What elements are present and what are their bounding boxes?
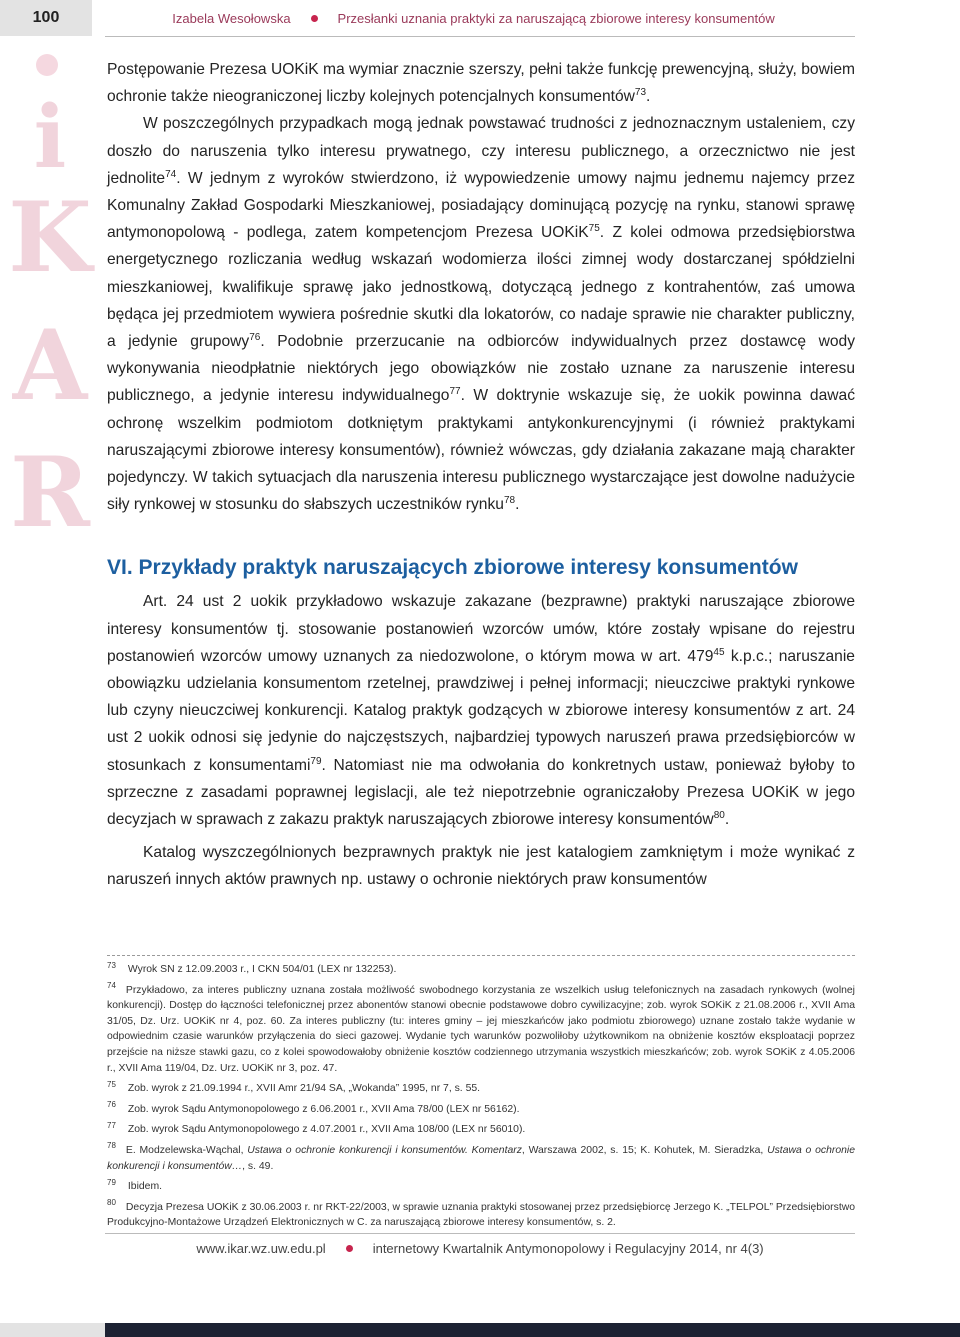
footnote-75: $^{75}$ Zob. wyrok z 21.09.1994 r., XVII Amr 21/94 SA, „Wokanda” 1995, nr 7, s. 55. (107, 1079, 481, 1095)
footnote-ref: 77 (449, 386, 461, 398)
footnote-78: $^{78}$ E. Modzelewska-Wąchal, Ustawa o ochronie konkurencji i konsumentów. Komentarz, Warszawa 2002, s. 15; K. Kohutek, M. Sieradzka, Ustawa o ochronie konkurencji i konsumentów…, s. 49. (107, 1141, 855, 1172)
footnote-80: $^{80}$ Decyzja Prezesa UOKiK z 30.06.2003 r. nr RKT-22/2003, w sprawie uznania praktyki stosowanej przez przedsiębiorcę Jerzego K. „TELPOL” Przedsiębiorstwo Produkcyjno-Montażowe Urządzeń Elektronicznych w C. za naruszającą zbiorowe interesy konsumentów, s. 2. (107, 1198, 855, 1229)
header-title: Przesłanki uznania praktyki za naruszającą zbiorowe interesy konsumentów (337, 10, 775, 26)
bottom-bar-left (0, 1323, 105, 1337)
running-header (92, 0, 855, 36)
bottom-bar (0, 1323, 960, 1337)
section-paragraph-2: Katalog wyszczególnionych bezprawnych praktyk nie jest katalogiem zamkniętym i może wynikać z naruszeń innych aktów prawnych np. ustawy o ochronie niektórych praw konsumentów (107, 844, 855, 889)
footnote-ref: 75 (588, 223, 600, 235)
bottom-bar-right (105, 1323, 960, 1337)
footnote-79: $^{79}$ Ibidem. (107, 1177, 162, 1193)
footnote-74: $^{74}$ Przykładowo, za interes publiczny uznana została możliwość swobodnego korzystania ze wszelkich usług telefonicznych na zasadach rynkowych (wolnej konkurencji). Dostęp do łączności telefonicznej przez abonentów stanowi obecnie podstawowe dobro cywilizacyjne; zob. wyrok SOKiK z 21.08.2006 r., XVII Ama 31/05, Dz. Urz. UOKiK nr 4, poz. 60. Za interes publiczny (tu: interes gminy – jej mieszkańców jako podmiotu zbiorowego) uznane zostało także wydanie w odpowiednim czasie warunków przyłączenia do sieci gazowej. Wydanie tych warunków pozwoliłoby użytkownikom na obniżenie kosztów eksploatacji poprzez przejście na niższe stawki gazu, co z kolei spowodowałoby obniżenie kosztów codziennego utrzymania wszystkich mieszkańców; zob. wyrok SOKiK z 4.05.2006 r., XVII Ama 119/04, Dz. Urz. UOKiK nr 3, poz. 47. (107, 981, 855, 1074)
footer-journal: internetowy Kwartalnik Antymonopolowy i Regulacyjny 2014, nr 4(3) (372, 1240, 764, 1256)
section-paragraph-1: Art. 24 ust 2 uokik przykładowo wskazuje zakazane (bezprawne) praktyki naruszające zbiorowe interesy konsumentów tj. stosowanie postanowień wzorców umów, które zostały wpisane do rejestru postanowień wzorców umowy uznanych za niedozwolone, o którym mowa w art. $479^{45}$ k.p.c.; naruszanie obowiązku udzielania konsumentom rzetelnej, prawdziwej i pełnej informacji; nieuczciwe praktyki rynkowe lub czyny nieuczciwej konkurencji. Katalog praktyk godzących w zbiorowe interesy konsumentów z art. 24 ust 2 uokik odnosi się jedynie do najczęstszych, najbardziej typowych naruszeń prawa przedsiębiorców w stosunkach z konsumentami$^{79}$. Natomiast nie ma odwołania do konkretnych ustaw, ponieważ byłoby to sprzeczne z zasadami poprawnej legislacji, ale też niepotrzebnie ograniczałoby Prezesa UOKiK w jego decyzjach w sprawach z zakazu praktyk naruszających zbiorowe interesy konsumentów$^{80}$. (107, 593, 855, 829)
footer-dot-icon (346, 1245, 353, 1252)
footnote-ref: 73 (634, 87, 647, 99)
footnote-ref: 78 (503, 495, 516, 507)
footer-divider (105, 1233, 855, 1234)
footnote-ref: 80 (713, 809, 725, 821)
side-letter-k: K (8, 181, 92, 294)
header-author: Izabela Wesołowska (172, 10, 291, 26)
footnote-ref: 74 (165, 168, 177, 180)
footnote-divider (107, 955, 855, 956)
header-dot-icon (311, 15, 318, 22)
page-number-text: 100 (32, 9, 60, 26)
footnotes (107, 962, 855, 1236)
paragraph-1: Postępowanie Prezesa UOKiK ma wymiar znacznie szerszy, pełni także funkcję prewencyjną, służy, bowiem ochronie także nieograniczonej liczby kolejnych potencjalnych konsumentów$^{73}$. (107, 61, 855, 106)
side-letter-r: R (10, 436, 90, 549)
side-letter-a: A (12, 309, 88, 422)
side-letter-i: i (33, 87, 67, 188)
page-number (0, 0, 92, 36)
footer-url[interactable]: www.ikar.wz.uw.edu.pl (196, 1240, 326, 1256)
footnote-76: $^{76}$ Zob. wyrok Sądu Antymonopolowego z 6.06.2001 r., XVII Ama 78/00 (LEX nr 56162). (107, 1100, 520, 1115)
footnote-77: $^{77}$ Zob. wyrok Sądu Antymonopolowego z 4.07.2001 r., XVII Ama 108/00 (LEX nr 56010). (107, 1120, 526, 1136)
footnote-73: $^{73}$ Wyrok SN z 12.09.2003 r., I CKN 504/01 (LEX nr 132253). (107, 960, 397, 975)
decor-dot-icon (36, 54, 58, 76)
paragraph-2: W poszczególnych przypadkach mogą jednak powstawać trudności z jednoznacznym ustaleniem, czy doszło do naruszenia tylko interesu prywatnego, czy interesu publicznego, a orzecznictwo nie jest jednolite$^{74}$. W jednym z wyroków stwierdzono, iż wypowiedzenie umowy najmu jednemu najemcy przez Komunalny Zakład Gospodarki Mieszkaniowej, posiadający dominującą pozycję na rynku, stanowi sprawę antymonopolową - podlega, zatem kompetencjom Prezesa UOKiK$^{75}$. Z kolei odmowa przedsiębiorstwa energetycznego rozliczania według wskazań wodomierza ilości zimnej wody dostarczanej spółdzielni mieszkaniowej, kwalifikuje sprawę jako jednostkową, dotyczącą jednego z kontrahentów, zaś umowa będąca jej przedmiotem wywiera pośrednie skutki dla lokatorów, co nadaje sprawie nie charakter publiczny, a jedynie grupowy$^{76}$. Podobnie przerzucanie na odbiorców indywidualnych przez dostawcę wody wykonywania nieodpłatnie niektórych jego obowiązków nie zostało uznane za naruszenie interesu publicznego, a jedynie interesu indywidualnego$^{77}$. W doktrynie wskazuje się, że uokik powinna dawać ochronę wszelkim podmiotom dotkniętym praktykami antykonkurencyjnymi (i również praktykami naruszającymi zbiorowe interesy konsumentów), również wówczas, gdy działania zakazane mają charakter pojedynczy. W takich sytuacjach dla naruszenia interesu publicznego wystarczające jest dowolne nadużycie siły rynkowej w stosunku do słabszych uczestników rynku$^{78}$. (107, 115, 856, 514)
header-divider (105, 36, 855, 37)
article-body (107, 56, 855, 894)
side-decoration (0, 40, 100, 560)
footnote-ref: 45 (713, 646, 725, 658)
running-footer (105, 1238, 855, 1258)
section-heading: VI. Przykłady praktyk naruszających zbiorowe interesy konsumentów (107, 556, 798, 580)
footnote-ref: 76 (249, 331, 261, 343)
footnote-ref: 79 (310, 755, 322, 767)
